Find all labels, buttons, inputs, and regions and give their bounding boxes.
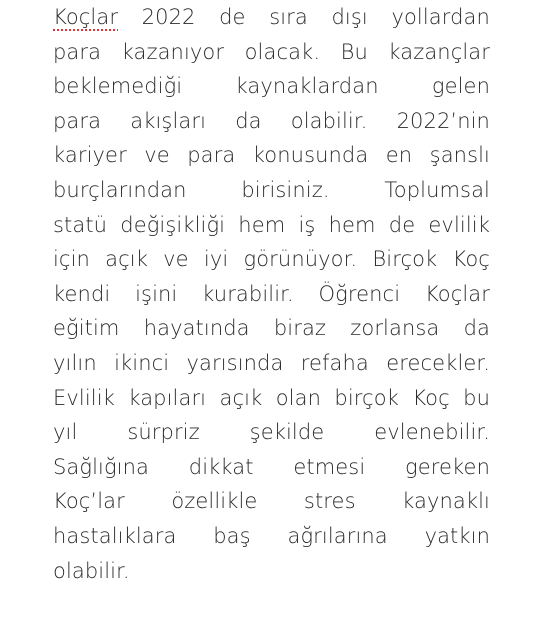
- text-word: Evlilik: [53, 385, 115, 410]
- text-word: kariyer: [53, 143, 127, 168]
- text-line: [53, 519, 490, 554]
- text-line: [53, 277, 490, 312]
- text-word: da: [235, 108, 262, 133]
- text-line: [53, 484, 490, 519]
- text-word: Sağlığına: [53, 454, 149, 479]
- text-word: Koç: [452, 247, 490, 272]
- text-word: olabilir.: [290, 108, 368, 133]
- text-word: ve: [144, 143, 170, 168]
- text-word: değişikliği: [120, 212, 226, 237]
- text-line: [53, 69, 490, 104]
- text-word: burçlarından: [53, 177, 187, 202]
- text-word: kazanıyor: [121, 39, 225, 64]
- text-word: dışı: [331, 5, 368, 29]
- text-word: etmesi: [293, 454, 366, 479]
- text-word: yatkın: [424, 523, 490, 548]
- text-word: kapıları: [128, 385, 207, 410]
- text-word: işini: [135, 281, 178, 306]
- text-word: Koçlar: [424, 281, 490, 306]
- text-word: akışları: [130, 108, 207, 133]
- text-word: para: [187, 143, 236, 168]
- text-line: [53, 35, 490, 70]
- text-word: eğitim: [53, 316, 120, 341]
- text-word: yıl: [53, 420, 78, 445]
- text-word: yılın: [53, 350, 97, 375]
- text-word: erecekler.: [386, 350, 490, 375]
- text-word: hayatında: [143, 316, 250, 341]
- text-word: ağrılarına: [287, 523, 388, 548]
- text-word: zorlansa: [350, 316, 440, 341]
- text-word: olacak.: [244, 39, 321, 64]
- text-word: Toplumsal: [384, 177, 490, 202]
- text-word: statü: [53, 212, 108, 237]
- text-word: hem: [238, 212, 286, 237]
- text-word: açık: [219, 385, 263, 410]
- text-word: en: [385, 143, 413, 168]
- text-word: şanslı: [429, 143, 490, 168]
- text-word: bu: [463, 385, 490, 410]
- text-line: [53, 0, 490, 35]
- text-word: yollardan: [391, 5, 490, 29]
- text-line: [53, 450, 490, 485]
- text-word: iş: [298, 212, 316, 237]
- text-word: Öğrenci: [318, 281, 401, 306]
- text-word: açık: [105, 247, 148, 272]
- text-word: Koç: [412, 385, 450, 410]
- text-word: evlenebilir.: [374, 420, 490, 445]
- text-word: evlilik: [428, 212, 490, 237]
- text-word: yarısında: [186, 350, 284, 375]
- text-word: kaynaklardan: [235, 74, 379, 99]
- text-word: sıra: [269, 5, 308, 29]
- text-line: [53, 381, 490, 416]
- text-word: Koç’lar: [53, 489, 125, 514]
- text-word: biraz: [273, 316, 327, 341]
- text-line: [53, 138, 490, 173]
- text-word: olabilir.: [53, 558, 130, 583]
- text-word: de: [388, 212, 416, 237]
- text-line: [53, 554, 490, 589]
- text-line: [53, 311, 490, 346]
- text-word: refaha: [300, 350, 369, 375]
- text-word: para: [53, 108, 102, 133]
- text-word: Bu: [340, 39, 368, 64]
- text-word: hastalıklara: [53, 523, 177, 548]
- text-word: için: [53, 247, 90, 272]
- spellcheck-flagged-word: Koçlar: [53, 5, 119, 29]
- text-line: [53, 208, 490, 243]
- text-line: [53, 346, 490, 381]
- text-line: [53, 173, 490, 208]
- text-word: de: [219, 5, 246, 29]
- text-word: hem: [328, 212, 376, 237]
- text-word: 2022: [141, 5, 196, 29]
- text-word: birçok: [334, 385, 399, 410]
- text-word: baş: [213, 523, 251, 548]
- text-word: kazançlar: [388, 39, 490, 64]
- text-word: ikinci: [114, 350, 170, 375]
- text-word: da: [463, 316, 490, 341]
- article-text: [53, 0, 490, 588]
- text-word: dikkat: [188, 454, 254, 479]
- text-word: stres: [303, 489, 356, 514]
- text-word: 2022’nin: [396, 108, 490, 133]
- text-word: gelen: [431, 74, 490, 99]
- text-word: ve: [163, 247, 189, 272]
- text-word: görünüyor.: [243, 247, 358, 272]
- text-word: para: [53, 39, 102, 64]
- text-word: gereken: [405, 454, 490, 479]
- text-word: kendi: [53, 281, 111, 306]
- text-word: iyi: [203, 247, 229, 272]
- text-word: sürpriz: [127, 420, 200, 445]
- text-word: beklemediği: [53, 74, 183, 99]
- text-line: [53, 104, 490, 139]
- text-line: [53, 415, 490, 450]
- text-word: Birçok: [372, 247, 438, 272]
- text-word: şekilde: [249, 420, 325, 445]
- text-word: olan: [275, 385, 321, 410]
- text-word: birisiniz.: [241, 177, 330, 202]
- text-line: [53, 242, 490, 277]
- text-word: kaynaklı: [402, 489, 490, 514]
- text-word: konusunda: [252, 143, 369, 168]
- text-word: kurabilir.: [202, 281, 294, 306]
- text-word: özellikle: [171, 489, 258, 514]
